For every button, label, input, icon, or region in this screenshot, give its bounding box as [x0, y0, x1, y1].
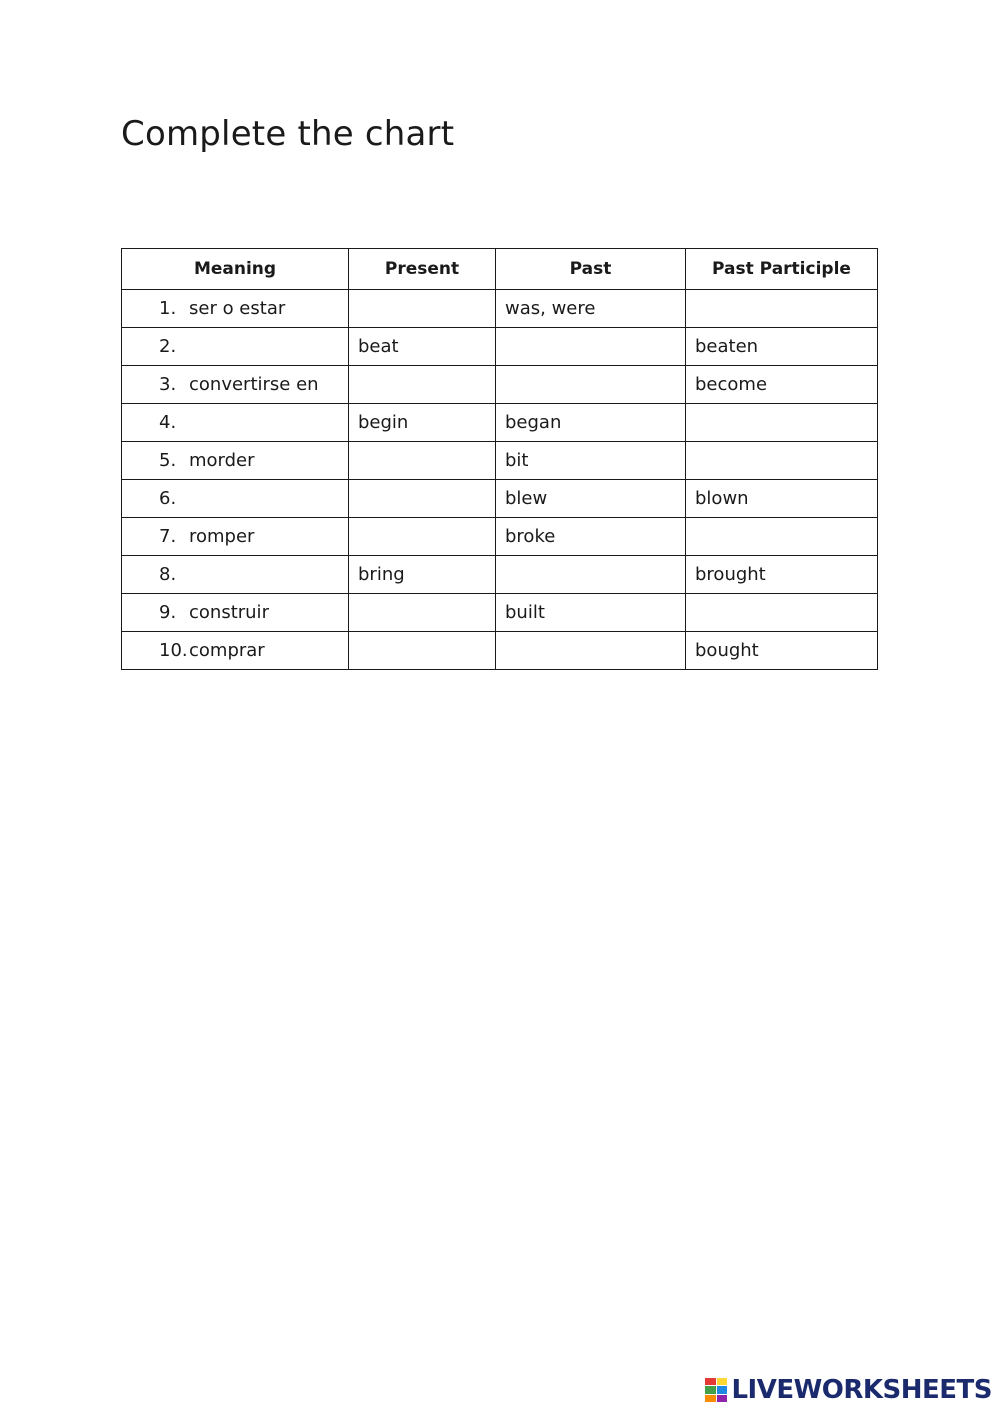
- liveworksheets-brand: [705, 1375, 992, 1405]
- cell-meaning[interactable]: [122, 556, 349, 594]
- cell-past[interactable]: [496, 366, 686, 404]
- past-text: blew: [505, 488, 548, 509]
- cell-meaning: [122, 594, 349, 632]
- cell-meaning[interactable]: [122, 404, 349, 442]
- past-text: began: [505, 412, 562, 433]
- cell-past[interactable]: [496, 328, 686, 366]
- cell-past-participle[interactable]: [686, 404, 878, 442]
- cell-past-participle[interactable]: [686, 290, 878, 328]
- row-number: 3.: [159, 374, 177, 395]
- table-row: [122, 442, 878, 480]
- past-answer-input[interactable]: [505, 560, 676, 590]
- row-number: 2.: [159, 336, 177, 357]
- past-text: bit: [505, 450, 529, 471]
- row-number: 1.: [159, 298, 177, 319]
- header-meaning: Meaning: [122, 249, 349, 290]
- present-text: bring: [358, 564, 405, 585]
- cell-past: [496, 442, 686, 480]
- cell-meaning: [122, 632, 349, 670]
- cell-past-participle: [686, 366, 878, 404]
- meaning-answer-input[interactable]: [189, 408, 333, 438]
- row-number: 9.: [159, 602, 177, 623]
- meaning-text: construir: [189, 602, 269, 623]
- present-answer-input[interactable]: [358, 522, 486, 552]
- row-number: 8.: [159, 564, 177, 585]
- past-text: built: [505, 602, 545, 623]
- cell-present: [349, 328, 496, 366]
- present-answer-input[interactable]: [358, 370, 486, 400]
- present-answer-input[interactable]: [358, 446, 486, 476]
- row-number: 5.: [159, 450, 177, 471]
- cell-past-participle[interactable]: [686, 442, 878, 480]
- cell-past-participle: [686, 556, 878, 594]
- cell-meaning[interactable]: [122, 328, 349, 366]
- past-participle-answer-input[interactable]: [695, 294, 868, 324]
- cell-present: [349, 404, 496, 442]
- meaning-text: comprar: [189, 640, 265, 661]
- cell-present[interactable]: [349, 290, 496, 328]
- past-participle-answer-input[interactable]: [695, 408, 868, 438]
- past-text: was, were: [505, 298, 596, 319]
- cell-past-participle: [686, 328, 878, 366]
- meaning-text: romper: [189, 526, 255, 547]
- past-answer-input[interactable]: [505, 332, 676, 362]
- logo-square: [705, 1378, 716, 1385]
- past-participle-answer-input[interactable]: [695, 446, 868, 476]
- meaning-text: morder: [189, 450, 255, 471]
- meaning-text: convertirse en: [189, 374, 319, 395]
- cell-past[interactable]: [496, 556, 686, 594]
- cell-meaning[interactable]: [122, 480, 349, 518]
- table-row: [122, 404, 878, 442]
- table-row: [122, 328, 878, 366]
- cell-past: [496, 290, 686, 328]
- cell-past-participle: [686, 632, 878, 670]
- logo-square: [717, 1378, 728, 1385]
- past-participle-text: blown: [695, 488, 749, 509]
- present-answer-input[interactable]: [358, 598, 486, 628]
- table-row: [122, 366, 878, 404]
- present-text: beat: [358, 336, 399, 357]
- past-answer-input[interactable]: [505, 370, 676, 400]
- row-number: 6.: [159, 488, 177, 509]
- cell-past: [496, 480, 686, 518]
- cell-past: [496, 594, 686, 632]
- verb-chart-table: [121, 248, 878, 670]
- cell-present: [349, 556, 496, 594]
- past-participle-text: become: [695, 374, 768, 395]
- header-past-participle: Past Participle: [686, 249, 878, 290]
- present-answer-input[interactable]: [358, 294, 486, 324]
- table-header-row: [122, 249, 878, 290]
- row-number: 4.: [159, 412, 177, 433]
- present-answer-input[interactable]: [358, 484, 486, 514]
- table-row: [122, 556, 878, 594]
- header-past: Past: [496, 249, 686, 290]
- meaning-answer-input[interactable]: [189, 560, 333, 590]
- table-row: [122, 480, 878, 518]
- table-row: [122, 594, 878, 632]
- cell-past-participle: [686, 480, 878, 518]
- meaning-answer-input[interactable]: [189, 484, 333, 514]
- cell-present[interactable]: [349, 594, 496, 632]
- meaning-text: ser o estar: [189, 298, 286, 319]
- table-body: [122, 290, 878, 670]
- page-title: Complete the chart: [121, 114, 455, 154]
- cell-past: [496, 518, 686, 556]
- row-number: 7.: [159, 526, 177, 547]
- past-answer-input[interactable]: [505, 636, 676, 666]
- cell-present[interactable]: [349, 366, 496, 404]
- brand-name: LIVEWORKSHEETS: [731, 1375, 992, 1405]
- table-row: [122, 518, 878, 556]
- liveworksheets-logo-icon: [705, 1378, 727, 1402]
- cell-present[interactable]: [349, 442, 496, 480]
- past-participle-answer-input[interactable]: [695, 522, 868, 552]
- present-answer-input[interactable]: [358, 636, 486, 666]
- cell-meaning: [122, 366, 349, 404]
- table-row: [122, 632, 878, 670]
- meaning-answer-input[interactable]: [189, 332, 333, 362]
- row-number: 10.: [159, 640, 188, 661]
- logo-square: [705, 1395, 716, 1402]
- table-row: [122, 290, 878, 328]
- logo-square: [705, 1386, 716, 1393]
- past-participle-text: brought: [695, 564, 766, 585]
- past-participle-text: bought: [695, 640, 759, 661]
- cell-meaning: [122, 290, 349, 328]
- cell-meaning: [122, 518, 349, 556]
- cell-past-participle[interactable]: [686, 518, 878, 556]
- cell-present[interactable]: [349, 518, 496, 556]
- past-participle-answer-input[interactable]: [695, 598, 868, 628]
- logo-square: [717, 1395, 728, 1402]
- cell-past-participle[interactable]: [686, 594, 878, 632]
- cell-present[interactable]: [349, 632, 496, 670]
- cell-past[interactable]: [496, 632, 686, 670]
- cell-past: [496, 404, 686, 442]
- past-text: broke: [505, 526, 556, 547]
- cell-meaning: [122, 442, 349, 480]
- past-participle-text: beaten: [695, 336, 759, 357]
- present-text: begin: [358, 412, 409, 433]
- logo-square: [717, 1386, 728, 1393]
- cell-present[interactable]: [349, 480, 496, 518]
- header-present: Present: [349, 249, 496, 290]
